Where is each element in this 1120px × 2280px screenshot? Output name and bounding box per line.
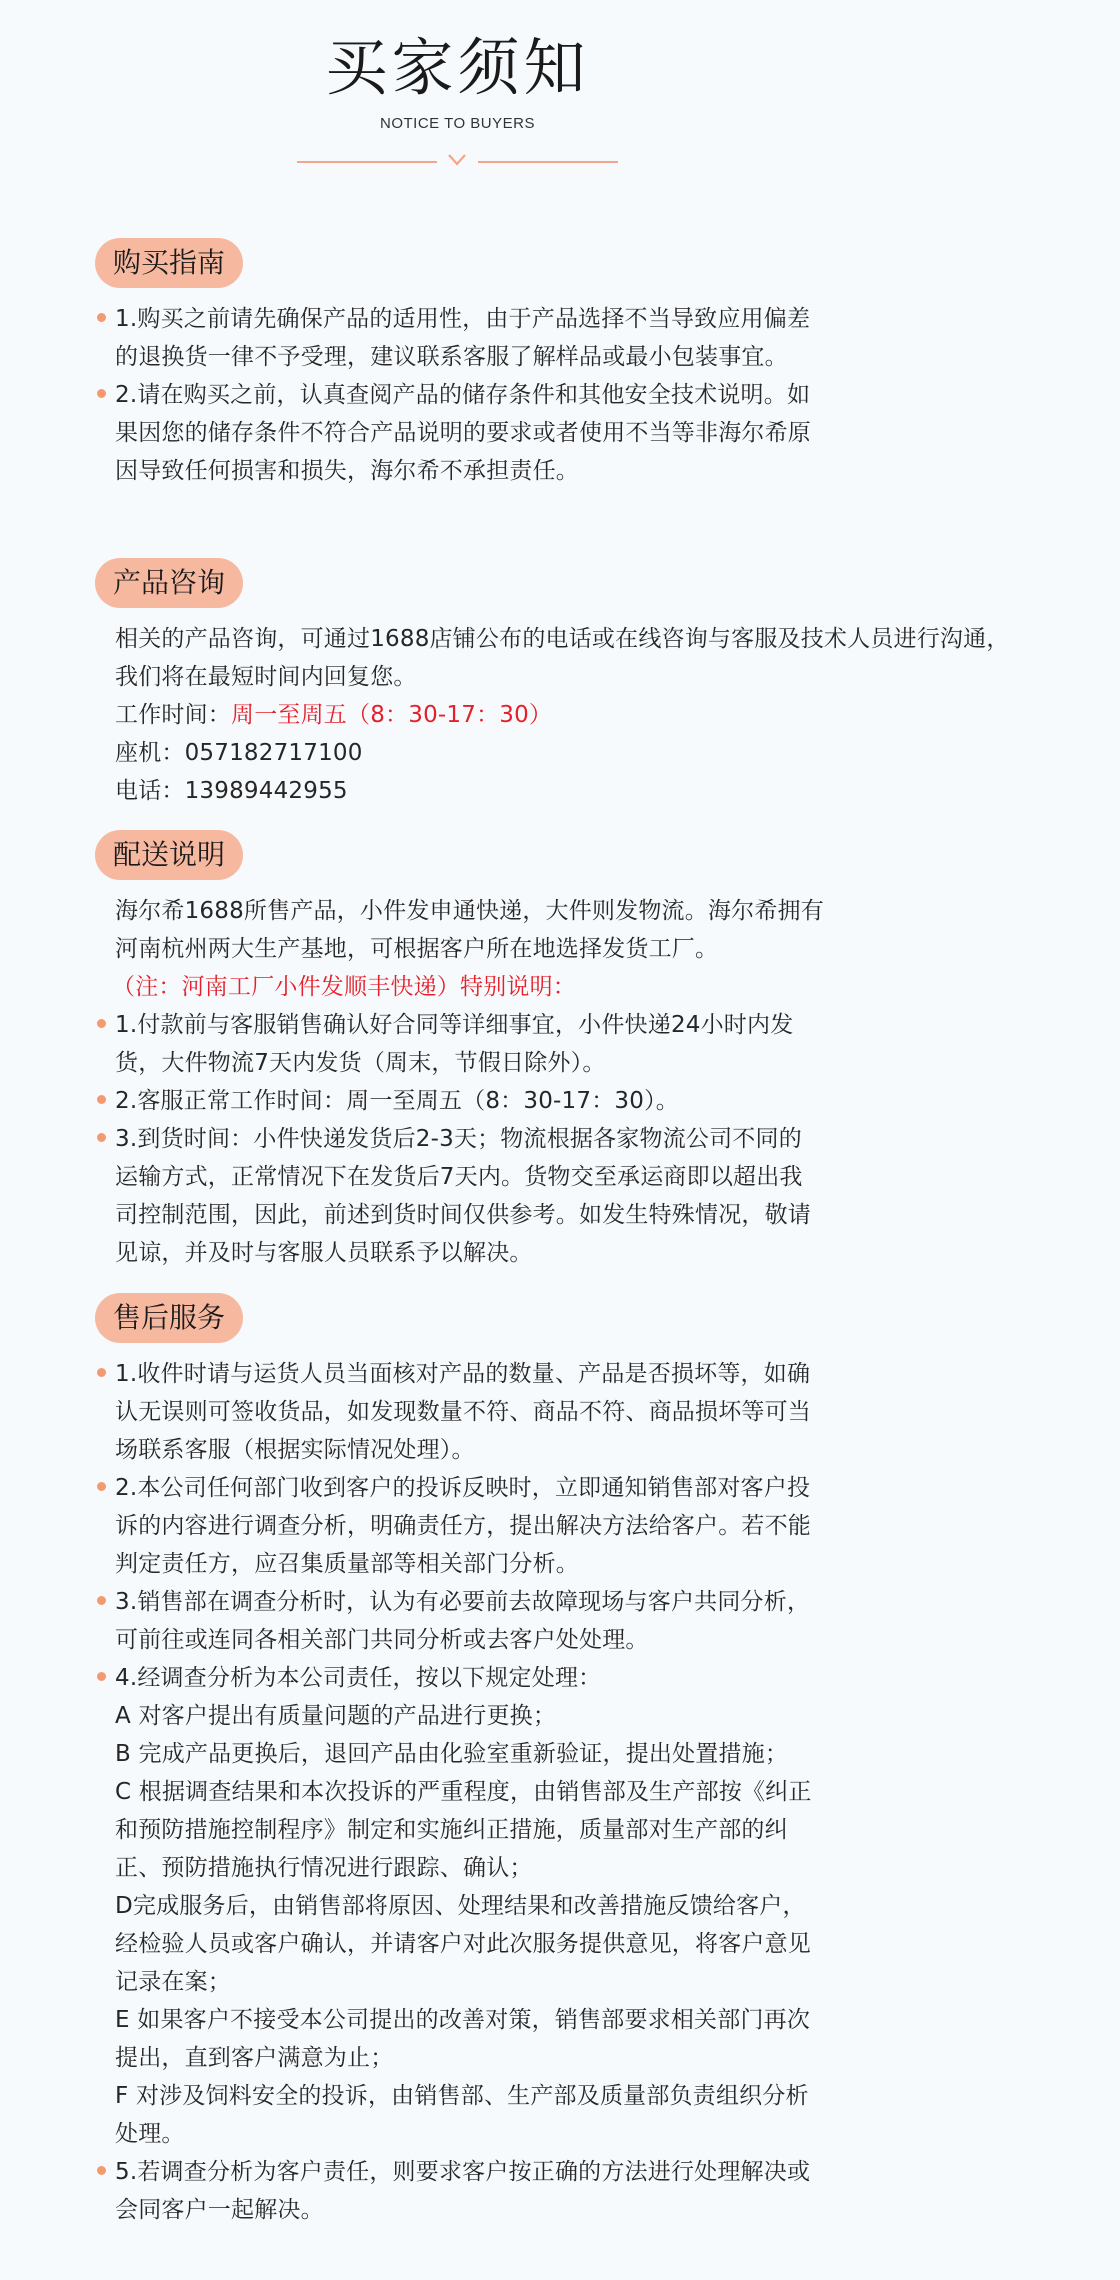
delivery-item-2: 2.客服正常工作时间：周一至周五（8：30-17：30）。 [115,1088,679,1114]
list-item [0,1355,915,1469]
bullet-dot [97,1368,106,1377]
list-item [0,2153,915,2229]
list-item [0,300,915,376]
work-hours [115,696,1030,734]
bullet-dot [97,313,106,322]
bullet-dot [97,1095,106,1104]
guide-list [0,300,915,490]
bullet-dot [97,1596,106,1605]
list-item [0,1659,915,2153]
bullet-dot [97,1482,106,1491]
page-title: 买家须知 [325,31,590,104]
aftersales-item-3: 3.销售部在调查分析时，认为有必要前去故障现场与客户共同分析，可前往或连同各相关部门共同分析或去客户处处理。 [115,1589,811,1653]
list-item [0,1082,915,1120]
aftersales-item-1: 1.收件时请与运货人员当面核对产品的数量、产品是否损坏等，如确认无误则可签收货品，如发现数量不符、商品不符、商品损坏等可当场联系客服（根据实际情况处理）。 [115,1361,811,1463]
sub-item-f: F 对涉及饲料安全的投诉，由销售部、生产部及质量部负责组织分析处理。 [115,2083,809,2147]
delivery-item-1: 1.付款前与客服销售确认好合同等详细事宜，小件快递24小时内发货，大件物流7天内发货（周末，节假日除外）。 [115,1012,794,1076]
sub-item-b: B 完成产品更换后，退回产品由化验室重新验证，提出处置措施； [115,1741,789,1767]
list-item [0,1469,915,1583]
aftersales-item-4: 4.经调查分析为本公司责任，按以下规定处理： [115,1665,602,1691]
delivery-block [0,892,915,1272]
sub-item-a: A 对客户提出有质量问题的产品进行更换； [115,1703,557,1729]
bullet-dot [97,389,106,398]
section-title-guide: 购买指南 [95,238,243,288]
list-item [0,1006,915,1082]
guide-item-1: 1.购买之前请先确保产品的适用性，由于产品选择不当导致应用偏差的退换货一律不予受理，建议联系客服了解样品或最小包装事宜。 [115,306,811,370]
sub-item-d: D完成服务后，由销售部将原因、处理结果和改善措施反馈给客户，经检验人员或客户确认，并请客户对此次服务提供意见，将客户意见记录在案； [115,1893,811,1995]
guide-item-2: 2.请在购买之前，认真查阅产品的储存条件和其他安全技术说明。如果因您的储存条件不符合产品说明的要求或者使用不当等非海尔希原因导致任何损害和损失，海尔希不承担责任。 [115,382,811,484]
phone: 电话：13989442955 [115,778,348,804]
delivery-notice: （注：河南工厂小件发顺丰快递）特别说明： [112,974,576,1000]
sub-item-c: C 根据调查结果和本次投诉的严重程度，由销售部及生产部按《纠正和预防措施控制程序》制定和实施纠正措施，质量部对生产部的纠正、预防措施执行情况进行跟踪、确认； [115,1779,812,1881]
section-title-aftersales: 售后服务 [95,1293,243,1343]
chevron-down-icon [444,152,470,168]
section-title-consult: 产品咨询 [95,558,243,608]
work-hours-value: 周一至周五（8：30-17：30） [231,702,553,728]
work-hours-label: 工作时间： [115,702,231,728]
bullet-dot [97,1133,106,1142]
delivery-item-3: 3.到货时间：小件快递发货后2-3天；物流根据各家物流公司不同的运输方式，正常情况下在发货后7天内。货物交至承运商即以超出我司控制范围，因此，前述到货时间仅供参考。如发生特殊情况，敬请见谅，并及时与客服人员联系予以解决。 [115,1126,811,1266]
list-item [0,376,915,490]
divider-left [297,161,437,163]
divider-right [478,161,618,163]
consult-block [0,620,1120,810]
page-subtitle: NOTICE TO BUYERS [380,115,535,132]
delivery-intro: 海尔希1688所售产品，小件发申通快递，大件则发物流。海尔希拥有河南杭州两大生产基地，可根据客户所在地选择发货工厂。 [115,898,824,962]
bullet-dot [97,1672,106,1681]
list-item [0,1120,915,1272]
consult-intro: 相关的产品咨询，可通过1688店铺公布的电话或在线咨询与客服及技术人员进行沟通，我们将在最短时间内回复您。 [115,626,1010,690]
aftersales-item-2: 2.本公司任何部门收到客户的投诉反映时，立即通知销售部对客户投诉的内容进行调查分析，明确责任方，提出解决方法给客户。若不能判定责任方，应召集质量部等相关部门分析。 [115,1475,811,1577]
page-header [0,0,915,190]
section-title-delivery: 配送说明 [95,830,243,880]
bullet-dot [97,2166,106,2175]
landline: 座机：057182717100 [115,740,363,766]
aftersales-item-5: 5.若调查分析为客户责任，则要求客户按正确的方法进行处理解决或会同客户一起解决。 [115,2159,811,2223]
sub-item-e: E 如果客户不接受本公司提出的改善对策，销售部要求相关部门再次提出，直到客户满意为止； [115,2007,811,2071]
bullet-dot [97,1019,106,1028]
list-item [0,1583,915,1659]
aftersales-block [0,1355,915,2229]
